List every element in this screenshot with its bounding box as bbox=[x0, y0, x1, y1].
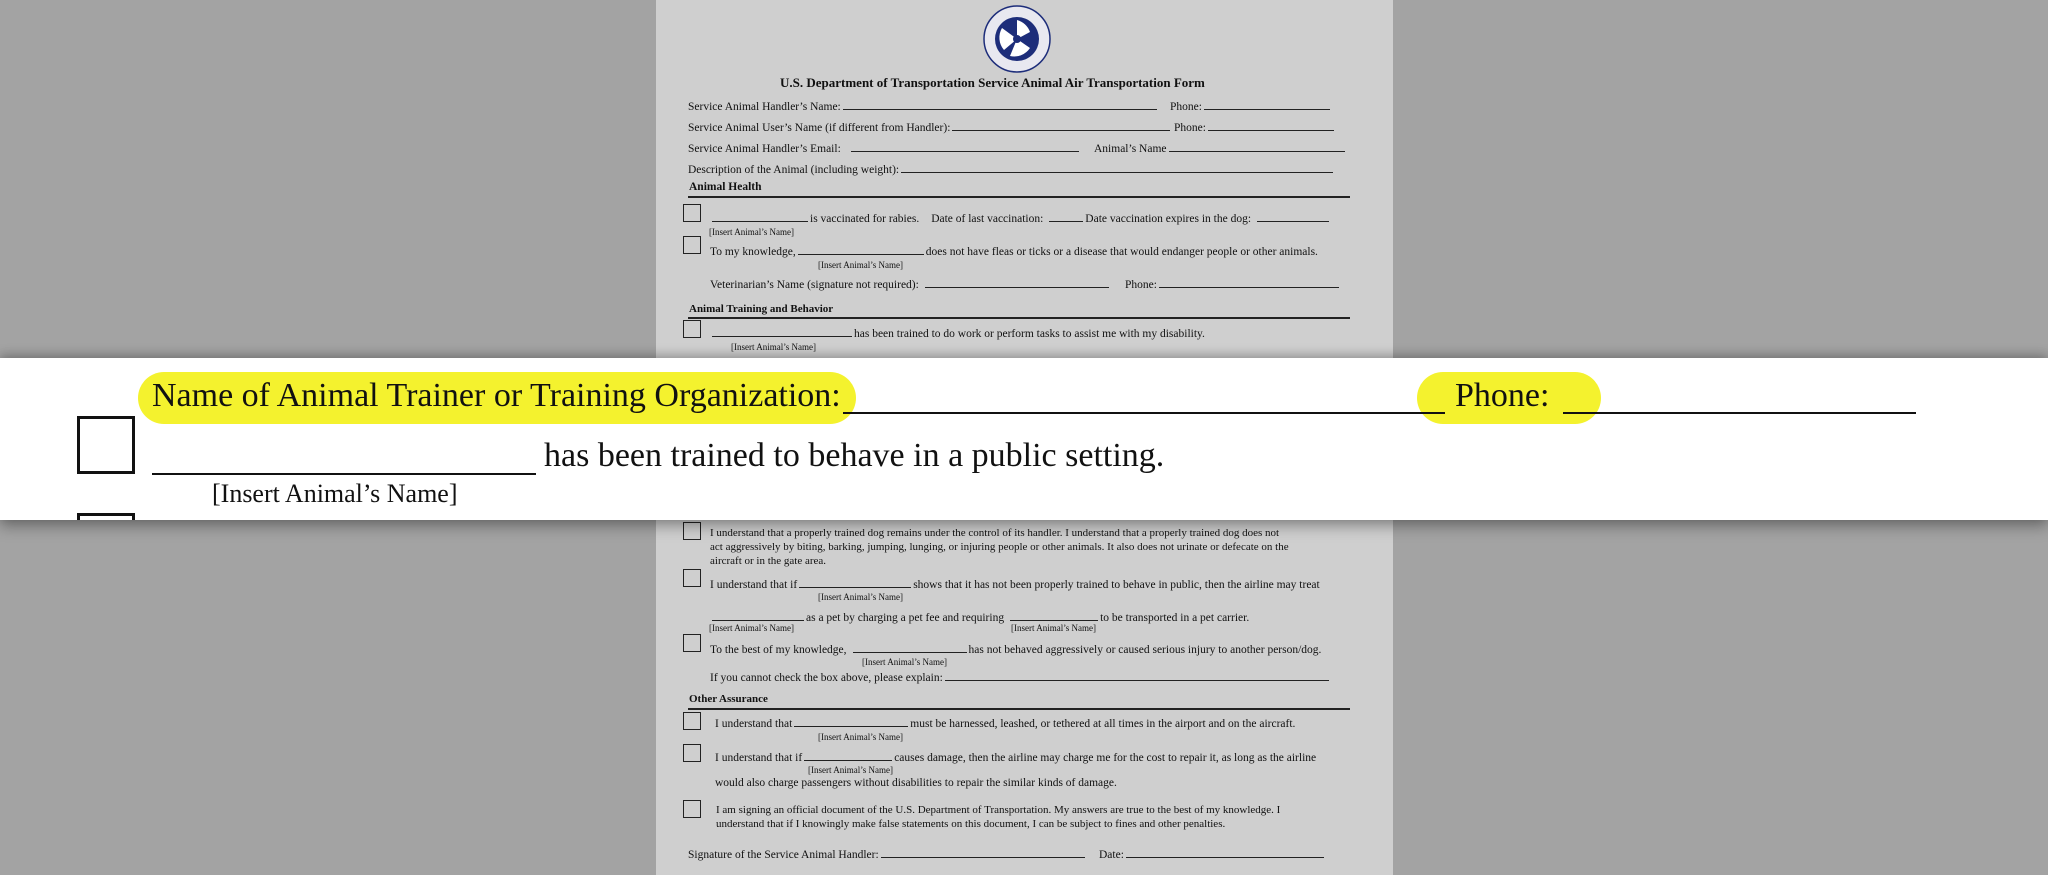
official-checkbox[interactable] bbox=[683, 800, 701, 818]
training-heading: Animal Training and Behavior bbox=[689, 303, 834, 315]
damage-checkbox[interactable] bbox=[683, 744, 701, 762]
control-line-3: aircraft or in the gate area. bbox=[710, 555, 827, 567]
insert-animal-name-hint: [Insert Animal’s Name] bbox=[818, 260, 903, 270]
handler-phone[interactable]: Phone: bbox=[1170, 99, 1332, 114]
disability-checkbox[interactable] bbox=[683, 320, 701, 338]
insert-animal-name-hint: [Insert Animal’s Name] bbox=[1011, 623, 1096, 633]
damage-line-2: would also charge passengers without disabilities to repair the similar kinds of damage. bbox=[715, 777, 1117, 789]
fleas-checkbox[interactable] bbox=[683, 236, 701, 254]
aggression-checkbox[interactable] bbox=[683, 634, 701, 652]
pet-fee-line: as a pet by charging a pet fee and requiring to be transported in a pet carrier. bbox=[710, 610, 1249, 625]
harness-line: I understand that must be harnessed, leashed, or tethered at all times in the airport and on the aircraft. bbox=[715, 718, 1296, 730]
insert-animal-name-hint: [Insert Animal’s Name] bbox=[709, 623, 794, 633]
insert-animal-name-hint: [Insert Animal’s Name] bbox=[731, 342, 816, 352]
control-line-2: act aggressively by biting, barking, jumping, lunging, or injuring people or other animals. It also does not urinate or defecate on the bbox=[710, 541, 1289, 553]
control-line-1: I understand that a properly trained dog remains under the control of its handler. I understand that a properly trained dog does not bbox=[710, 527, 1280, 539]
zoom-phone-label: Phone: bbox=[1455, 377, 1550, 414]
insert-animal-name-hint: [Insert Animal’s Name] bbox=[818, 732, 903, 742]
trainer-name-line[interactable] bbox=[843, 412, 1445, 414]
section-rule bbox=[688, 708, 1350, 710]
explain-line: If you cannot check the box above, please explain: bbox=[710, 670, 1331, 685]
untrained-checkbox[interactable] bbox=[683, 569, 701, 587]
handler-email-label: Service Animal Handler’s Email: bbox=[688, 141, 1081, 156]
harness-checkbox[interactable] bbox=[683, 712, 701, 730]
zoom-insert-animal-name-hint: [Insert Animal’s Name] bbox=[212, 479, 458, 508]
description-label: Description of the Animal (including weight): bbox=[688, 162, 1335, 177]
date-line[interactable]: Date: bbox=[1099, 847, 1326, 862]
section-rule bbox=[688, 317, 1350, 319]
trainer-label: Name of Animal Trainer or Training Organization: bbox=[152, 377, 841, 414]
damage-line: I understand that if causes damage, then the airline may charge me for the cost to repair it, as long as the airline bbox=[715, 752, 1317, 764]
official-line-1: I am signing an official document of the U.S. Department of Transportation. My answers are true to the best of my knowledge. I bbox=[716, 804, 1281, 816]
official-line-2: understand that if I knowingly make false statements on this document, I can be subject to fines and other penalties. bbox=[716, 818, 1226, 830]
section-rule bbox=[688, 196, 1350, 198]
vet-phone[interactable]: Phone: bbox=[1125, 277, 1341, 292]
form-title: U.S. Department of Transportation Service Animal Air Transportation Form bbox=[780, 75, 1205, 90]
handler-name-label: Service Animal Handler’s Name: bbox=[688, 99, 1159, 114]
user-name-label: Service Animal User’s Name (if different from Handler): bbox=[688, 120, 1172, 135]
fleas-line: To my knowledge, does not have fleas or ticks or a disease that would endanger people or other animals. bbox=[710, 246, 1318, 258]
public-setting-label: has been trained to behave in a public setting. bbox=[544, 437, 1165, 474]
aggression-line: To the best of my knowledge, has not behaved aggressively or caused serious injury to another person/dog. bbox=[710, 644, 1322, 656]
signature-line[interactable]: Signature of the Service Animal Handler: bbox=[688, 847, 1087, 862]
trainer-phone-line[interactable] bbox=[1563, 412, 1916, 414]
insert-animal-name-hint: [Insert Animal’s Name] bbox=[818, 592, 903, 602]
disability-line: has been trained to do work or perform tasks to assist me with my disability. bbox=[710, 326, 1205, 341]
insert-animal-name-hint: [Insert Animal’s Name] bbox=[808, 765, 893, 775]
insert-animal-name-hint: [Insert Animal’s Name] bbox=[709, 227, 794, 237]
animal-name-line[interactable] bbox=[152, 473, 536, 475]
untrained-line: I understand that if shows that it has not been properly trained to behave in public, then the airline may treat bbox=[710, 579, 1320, 591]
animal-health-heading: Animal Health bbox=[689, 181, 762, 193]
animal-name-field[interactable]: Animal’s Name bbox=[1094, 141, 1347, 156]
user-phone[interactable]: Phone: bbox=[1174, 120, 1336, 135]
insert-animal-name-hint: [Insert Animal’s Name] bbox=[862, 657, 947, 667]
public-setting-checkbox[interactable] bbox=[77, 416, 135, 474]
rabies-line: is vaccinated for rabies. Date of last vaccination: Date vaccination expires in the dog: bbox=[710, 211, 1331, 226]
rabies-checkbox[interactable] bbox=[683, 204, 701, 222]
vet-line: Veterinarian’s Name (signature not required): bbox=[710, 277, 1111, 292]
other-assurance-heading: Other Assurance bbox=[689, 693, 768, 705]
control-checkbox[interactable] bbox=[683, 522, 701, 540]
dot-seal-logo bbox=[982, 4, 1052, 74]
next-checkbox-partial bbox=[77, 513, 135, 520]
zoom-callout bbox=[0, 358, 2048, 520]
